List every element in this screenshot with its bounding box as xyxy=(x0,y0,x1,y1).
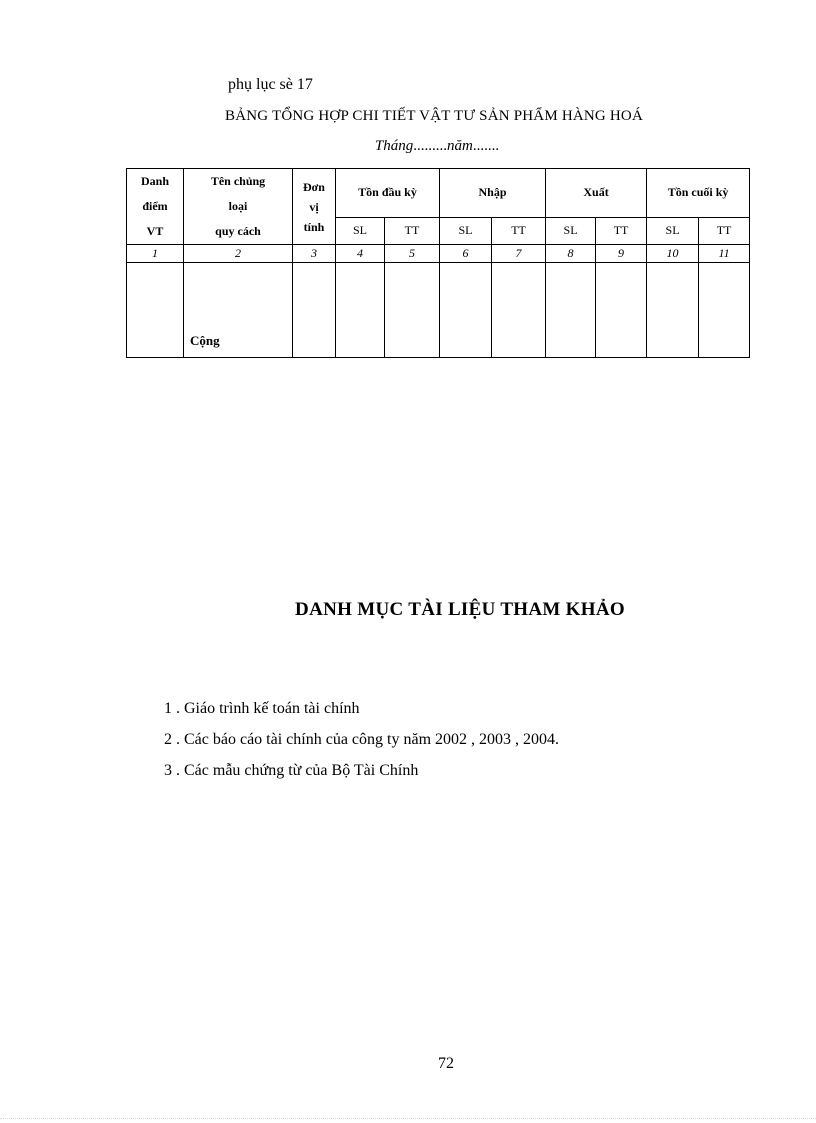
header-text: loại xyxy=(228,199,248,213)
header-item-code xyxy=(127,169,184,245)
ledger-table xyxy=(126,168,750,358)
header-closing-stock: Tồn cuối kỳ xyxy=(647,169,750,218)
table-cell xyxy=(647,263,699,358)
page-number: 72 xyxy=(438,1055,454,1072)
period-month-word: Tháng xyxy=(374,138,414,154)
table-cell xyxy=(699,263,750,358)
data-row xyxy=(127,263,750,358)
column-number: 8 xyxy=(546,245,596,263)
column-number: 5 xyxy=(385,245,440,263)
appendix-label: phụ lục sè 17 xyxy=(228,76,313,93)
column-number: 11 xyxy=(699,245,750,263)
header-text: quy cách xyxy=(215,224,261,238)
table-cell xyxy=(336,263,385,358)
table-cell xyxy=(492,263,546,358)
references-list xyxy=(164,700,559,793)
header-text: vị xyxy=(309,199,319,214)
subheader-qty: SL xyxy=(546,217,596,244)
subheader-qty: SL xyxy=(647,217,699,244)
reference-item: 1 . Giáo trình kế toán tài chính xyxy=(164,700,360,717)
table-title: BẢNG TỔNG HỢP CHI TIẾT VẬT TƯ SẢN PHẨM HÀNG HOÁ xyxy=(224,108,643,124)
period-year-word: năm xyxy=(447,138,473,154)
reference-item: 3 . Các mẫu chứng từ của Bộ Tài Chính xyxy=(164,762,419,779)
header-item-name xyxy=(184,169,293,245)
table-cell xyxy=(127,263,184,358)
page-bottom-divider xyxy=(0,1118,816,1119)
table-cell xyxy=(596,263,647,358)
references-heading: DANH MỤC TÀI LIỆU THAM KHẢO xyxy=(295,599,625,620)
column-number: 6 xyxy=(440,245,492,263)
subheader-qty: SL xyxy=(440,217,492,244)
table-cell xyxy=(546,263,596,358)
header-text: Danh xyxy=(140,174,169,188)
total-label: Cộng xyxy=(190,333,220,348)
header-text: VT xyxy=(146,224,164,238)
column-number: 3 xyxy=(293,245,336,263)
header-unit xyxy=(293,169,336,245)
header-row xyxy=(127,169,750,218)
table-cell xyxy=(440,263,492,358)
total-cell xyxy=(184,263,293,358)
header-text: tính xyxy=(303,219,325,234)
subheader-qty: SL xyxy=(336,217,385,244)
column-number: 2 xyxy=(184,245,293,263)
column-number: 7 xyxy=(492,245,546,263)
column-number: 10 xyxy=(647,245,699,263)
reference-item: 2 . Các báo cáo tài chính của công ty năm 2002 , 2003 , 2004. xyxy=(164,731,560,748)
table-cell xyxy=(293,263,336,358)
period-year-blank: ....... xyxy=(472,138,500,154)
subheader-amount: TT xyxy=(385,217,440,244)
period-line xyxy=(0,138,816,155)
subheader-amount: TT xyxy=(699,217,750,244)
header-issues: Xuất xyxy=(546,169,647,218)
table-cell xyxy=(385,263,440,358)
header-opening-stock: Tồn đầu kỳ xyxy=(336,169,440,218)
column-number: 4 xyxy=(336,245,385,263)
header-text: Đơn xyxy=(303,179,325,194)
subheader-amount: TT xyxy=(492,217,546,244)
period-month-blank: ......... xyxy=(413,138,447,154)
column-number-row xyxy=(127,245,750,263)
column-number: 9 xyxy=(596,245,647,263)
header-text: Tên chủng xyxy=(210,174,266,188)
header-receipts: Nhập xyxy=(440,169,546,218)
header-text: điểm xyxy=(142,199,168,213)
column-number: 1 xyxy=(127,245,184,263)
subheader-amount: TT xyxy=(596,217,647,244)
